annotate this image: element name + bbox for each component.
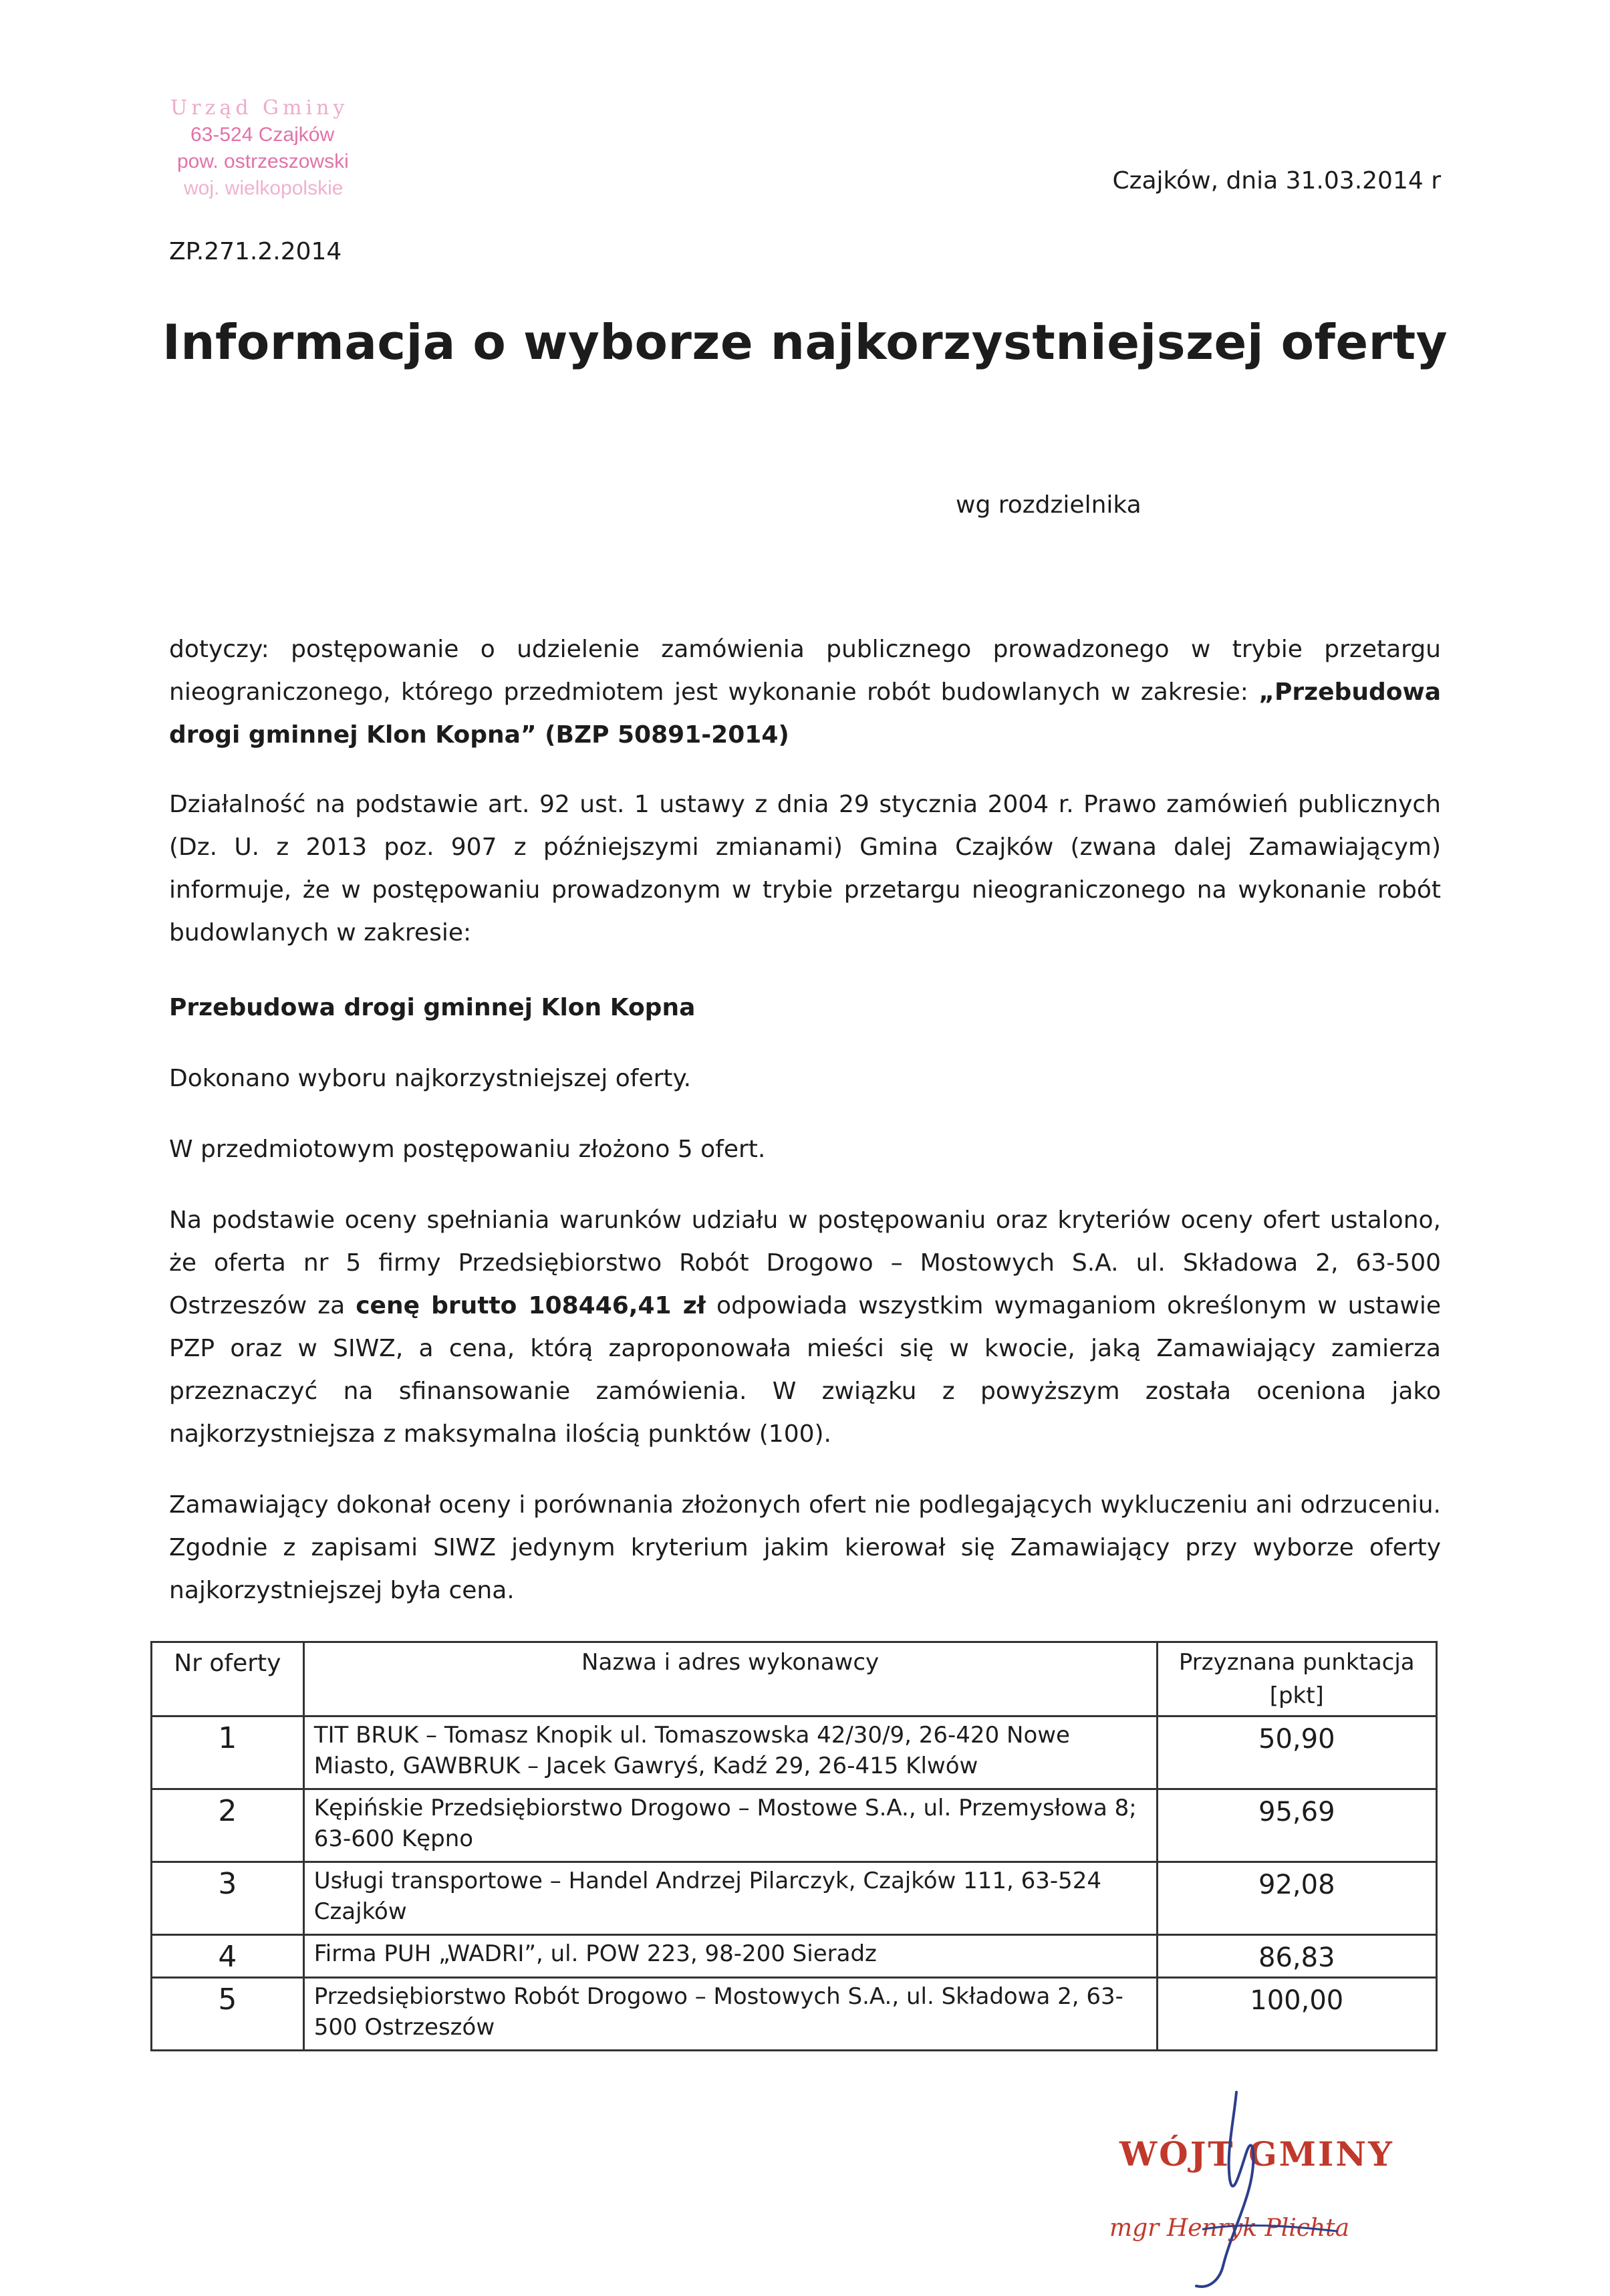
paragraph-offers-count: W przedmiotowym postępowaniu złożono 5 ofert. [169,1136,766,1163]
offer-points: 95,69 [1157,1789,1436,1862]
winning-price: cenę brutto 108446,41 zł [356,1292,706,1319]
offer-points: 92,08 [1157,1862,1436,1935]
header-name: Nazwa i adres wykonawcy [303,1642,1157,1716]
paragraph-evaluation: Zamawiający dokonał oceny i porównania złożonych ofert nie podlegających wykluczeniu ani odrzuceniu. Zgodnie z zapisami SIWZ jedynym kryterium jakim kierował się Zamawiający przy wyborze oferty najkorzystniejszej była cena. [169,1491,1441,1604]
document-date: Czajków, dnia 31.03.2014 r [1112,167,1441,195]
offer-nr: 2 [152,1789,304,1862]
stamp-line-1: Urząd Gminy [170,96,349,120]
offer-nr: 3 [152,1862,304,1935]
paragraph-project-name: Przebudowa drogi gminnej Klon Kopna [169,994,696,1021]
table-row [152,1716,1437,1789]
offers-table [150,1641,1438,2051]
table-row [152,1862,1437,1935]
winning-offer-text-2: odpowiada wszystkim wymaganiom określonym w ustawie PZP oraz w SIWZ, a cena, którą zaproponowała mieści się w kwocie, jaką Zamawiający zamierza przeznaczyć na sfinansowanie zamówienia. W związku z powyższym została oceniona jako najkorzystniejsza z maksymalna ilością punktów (100). [169,1292,1441,1448]
paragraph-subject [169,628,1441,757]
header-nr: Nr oferty [152,1642,304,1716]
distribution-note: wg rozdzielnika [956,491,1142,519]
offer-nr: 1 [152,1716,304,1789]
document-title: Informacja o wyborze najkorzystniejszej oferty [162,314,1448,370]
offer-contractor: Przedsiębiorstwo Robót Drogowo – Mostowych S.A., ul. Składowa 2, 63-500 Ostrzeszów [303,1978,1157,2051]
offer-points: 50,90 [1157,1716,1436,1789]
table-row [152,1978,1437,2051]
stamp-line-3: pow. ostrzeszowski [177,150,349,172]
header-points: Przyznana punktacja [pkt] [1157,1642,1436,1716]
offer-points: 100,00 [1157,1978,1436,2051]
signature-name: mgr Henryk Plichta [1109,2214,1350,2242]
table-row [152,1789,1437,1862]
stamp-line-4: woj. wielkopolskie [184,177,344,199]
offer-contractor: Firma PUH „WADRI”, ul. POW 223, 98-200 Sieradz [303,1935,1157,1978]
paragraph-legal-basis: Działalność na podstawie art. 92 ust. 1 ustawy z dnia 29 stycznia 2004 r. Prawo zamówień publicznych (Dz. U. z 2013 poz. 907 z późniejszymi zmianami) Gmina Czajków (zwana dalej Zamawiającym) informuje, że w postępowaniu prowadzonym w trybie przetargu nieograniczonego na wykonanie robót budowlanych w zakresie: [169,791,1441,946]
offer-nr: 5 [152,1978,304,2051]
stamp-line-2: 63-524 Czajków [190,124,335,146]
subject-text: dotyczy: postępowanie o udzielenie zamówienia publicznego prowadzonego w trybie przetargu nieograniczonego, którego przedmiotem jest wykonanie robót budowlanych w zakresie: [169,636,1441,706]
table-header-row [152,1642,1437,1716]
paragraph-selection: Dokonano wyboru najkorzystniejszej oferty. [169,1065,692,1092]
signature-title: WÓJT GMINY [1119,2134,1394,2174]
subject-title: „Przebudowa drogi gminnej Klon Kopna” (BZP 50891-2014) [169,678,1441,749]
signature-stamp [1096,2072,1444,2293]
table-row [152,1935,1437,1978]
offer-contractor: Kępińskie Przedsiębiorstwo Drogowo – Mostowe S.A., ul. Przemysłowa 8; 63-600 Kępno [303,1789,1157,1862]
offer-nr: 4 [152,1935,304,1978]
reference-number: ZP.271.2.2014 [169,238,342,265]
signature-scribble [1196,2092,1253,2287]
offer-contractor: TIT BRUK – Tomasz Knopik ul. Tomaszowska 42/30/9, 26-420 Nowe Miasto, GAWBRUK – Jacek Gawryś, Kadź 29, 26-415 Klwów [303,1716,1157,1789]
offer-points: 86,83 [1157,1935,1436,1978]
offer-contractor: Usługi transportowe – Handel Andrzej Pilarczyk, Czajków 111, 63-524 Czajków [303,1862,1157,1935]
winning-offer-text-1: Na podstawie oceny spełniania warunków udziału w postępowaniu oraz kryteriów oceny ofert ustalono, że oferta nr 5 firmy Przedsiębiorstwo Robót Drogowo – Mostowych S.A. ul. Składowa 2, 63-500 Ostrzeszów za [169,1206,1441,1319]
paragraph-winning-offer [169,1199,1441,1456]
office-stamp [170,95,451,202]
